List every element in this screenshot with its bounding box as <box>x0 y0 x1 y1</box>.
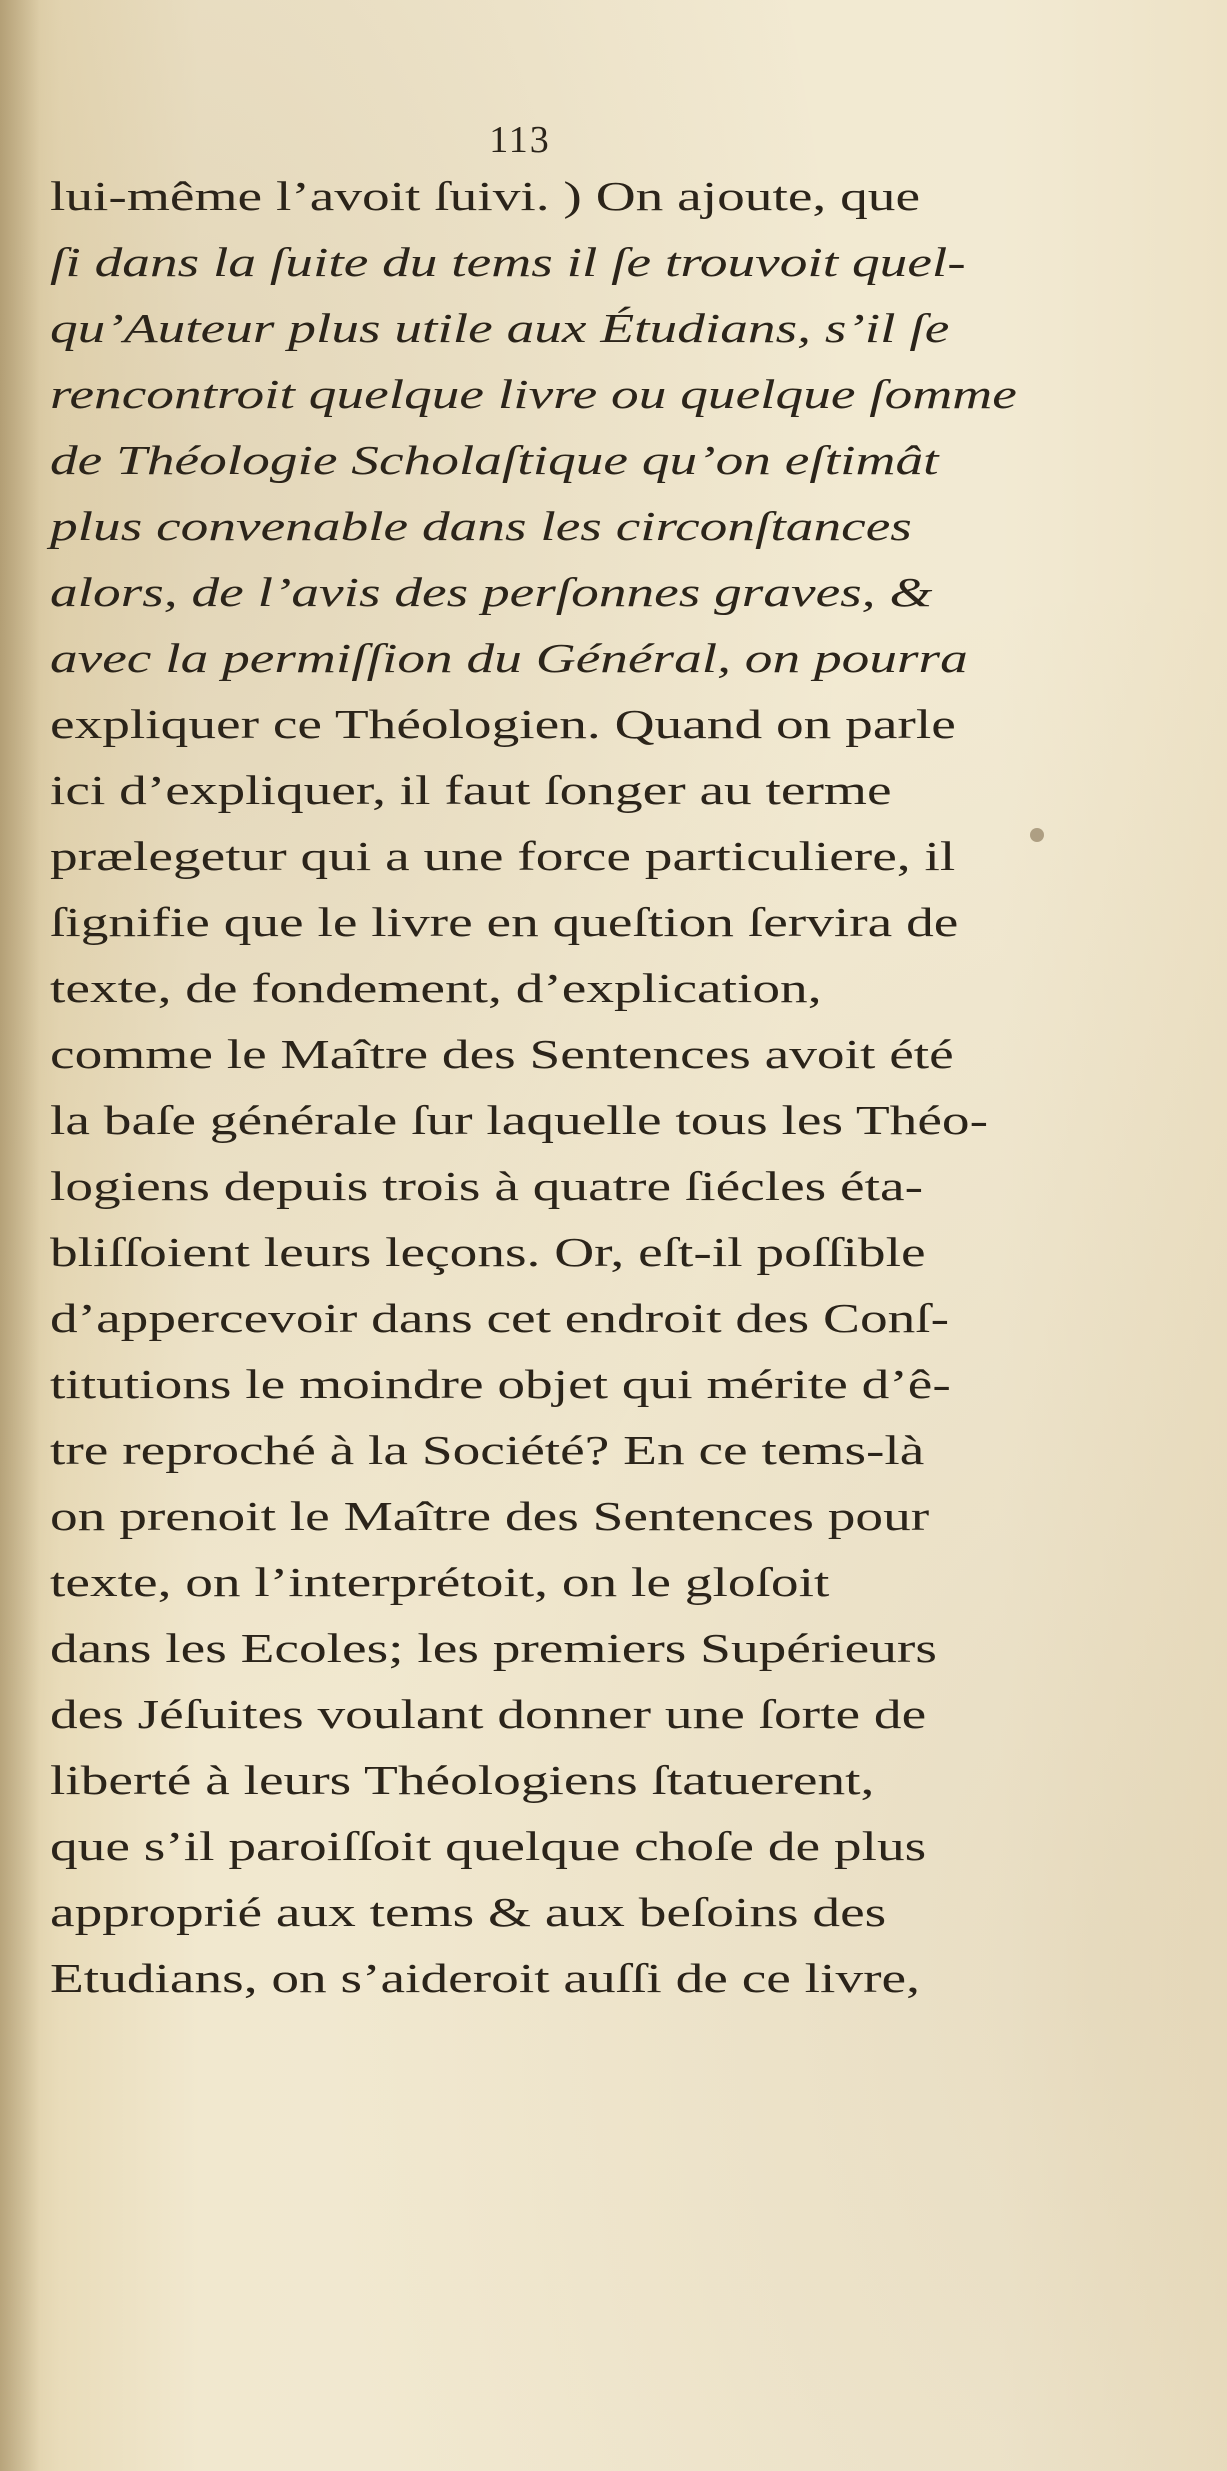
text-line <box>50 1021 1032 1087</box>
text-line-content: titutions le moindre objet qui mérite d’ê- <box>50 1361 951 1407</box>
text-line-content: d’appercevoir dans cet endroit des Conſ- <box>50 1295 950 1341</box>
text-line <box>50 1549 1032 1615</box>
binding-shadow <box>0 0 40 2471</box>
text-line <box>50 163 1032 229</box>
text-line-content: ſi dans la ſuite du tems il ſe trouvoit quel- <box>50 239 966 285</box>
text-line-content: approprié aux tems & aux beſoins des <box>50 1889 887 1935</box>
text-line-content: qu’Auteur plus utile aux Étudians, s’il ſe <box>50 305 950 351</box>
text-line <box>50 229 1032 295</box>
page-number: 113 <box>489 119 551 161</box>
text-line-content: dans les Ecoles; les premiers Supérieurs <box>50 1625 937 1671</box>
text-line <box>50 1681 1032 1747</box>
text-line-content: la baſe générale ſur laquelle tous les Théo- <box>50 1097 989 1143</box>
text-line-content: tre reproché à la Société? En ce tems-là <box>50 1427 925 1473</box>
text-line <box>50 1615 1032 1681</box>
text-line <box>50 1747 1032 1813</box>
ink-blot <box>1030 828 1044 842</box>
text-line <box>50 295 1032 361</box>
text-line <box>50 1087 1032 1153</box>
text-line <box>50 1813 1032 1879</box>
text-line-content: logiens depuis trois à quatre ſiécles éta- <box>50 1163 924 1209</box>
text-line <box>50 1351 1032 1417</box>
text-line-content: alors, de l’avis des perſonnes graves, & <box>50 569 933 615</box>
text-line-content: bliſſoient leurs leçons. Or, eſt-il poſſible <box>50 1229 926 1275</box>
text-line-content: prælegetur qui a une force particuliere, il <box>50 833 956 879</box>
text-line-content: comme le Maître des Sentences avoit été <box>50 1031 954 1077</box>
text-line-content: de Théologie Scholaſtique qu’on eſtimât <box>50 437 939 483</box>
text-line <box>50 493 1032 559</box>
text-line-content: que s’il paroiſſoit quelque choſe de plus <box>50 1823 927 1869</box>
text-line <box>50 823 1032 889</box>
text-line <box>50 691 1032 757</box>
text-line <box>50 1285 1032 1351</box>
text-line-content: lui-même l’avoit ſuivi. ) On ajoute, que <box>50 173 921 219</box>
text-line <box>50 1945 1032 2011</box>
text-line <box>50 955 1032 1021</box>
text-line-content: ici d’expliquer, il faut ſonger au terme <box>50 767 892 813</box>
text-line-content: expliquer ce Théologien. Quand on parle <box>50 701 956 747</box>
page-body-text <box>50 163 1032 2013</box>
text-line-content: avec la permiſſion du Général, on pourra <box>50 635 968 681</box>
text-line-content: des Jéſuites voulant donner une ſorte de <box>50 1691 927 1737</box>
text-line <box>50 1879 1032 1945</box>
text-line-content: plus convenable dans les circonſtances <box>50 503 912 549</box>
text-line <box>50 559 1032 625</box>
text-line <box>50 757 1032 823</box>
text-line <box>50 1483 1032 1549</box>
text-line <box>50 361 1032 427</box>
text-line-content: liberté à leurs Théologiens ſtatuerent, <box>50 1757 875 1803</box>
text-line-content: texte, de fondement, d’explication, <box>50 965 822 1011</box>
text-line-content: rencontroit quelque livre ou quelque ſomme <box>50 371 1017 417</box>
text-line <box>50 1417 1032 1483</box>
text-line <box>50 1153 1032 1219</box>
text-line-content: Etudians, on s’aideroit auſſi de ce livre, <box>50 1955 920 2001</box>
text-line <box>50 625 1032 691</box>
text-line-content: ſignifie que le livre en queſtion ſervira de <box>50 899 959 945</box>
text-line <box>50 889 1032 955</box>
text-line <box>50 1219 1032 1285</box>
text-line-content: on prenoit le Maître des Sentences pour <box>50 1493 930 1539</box>
text-line-content: texte, on l’interprétoit, on le gloſoit <box>50 1559 830 1605</box>
text-line <box>50 427 1032 493</box>
